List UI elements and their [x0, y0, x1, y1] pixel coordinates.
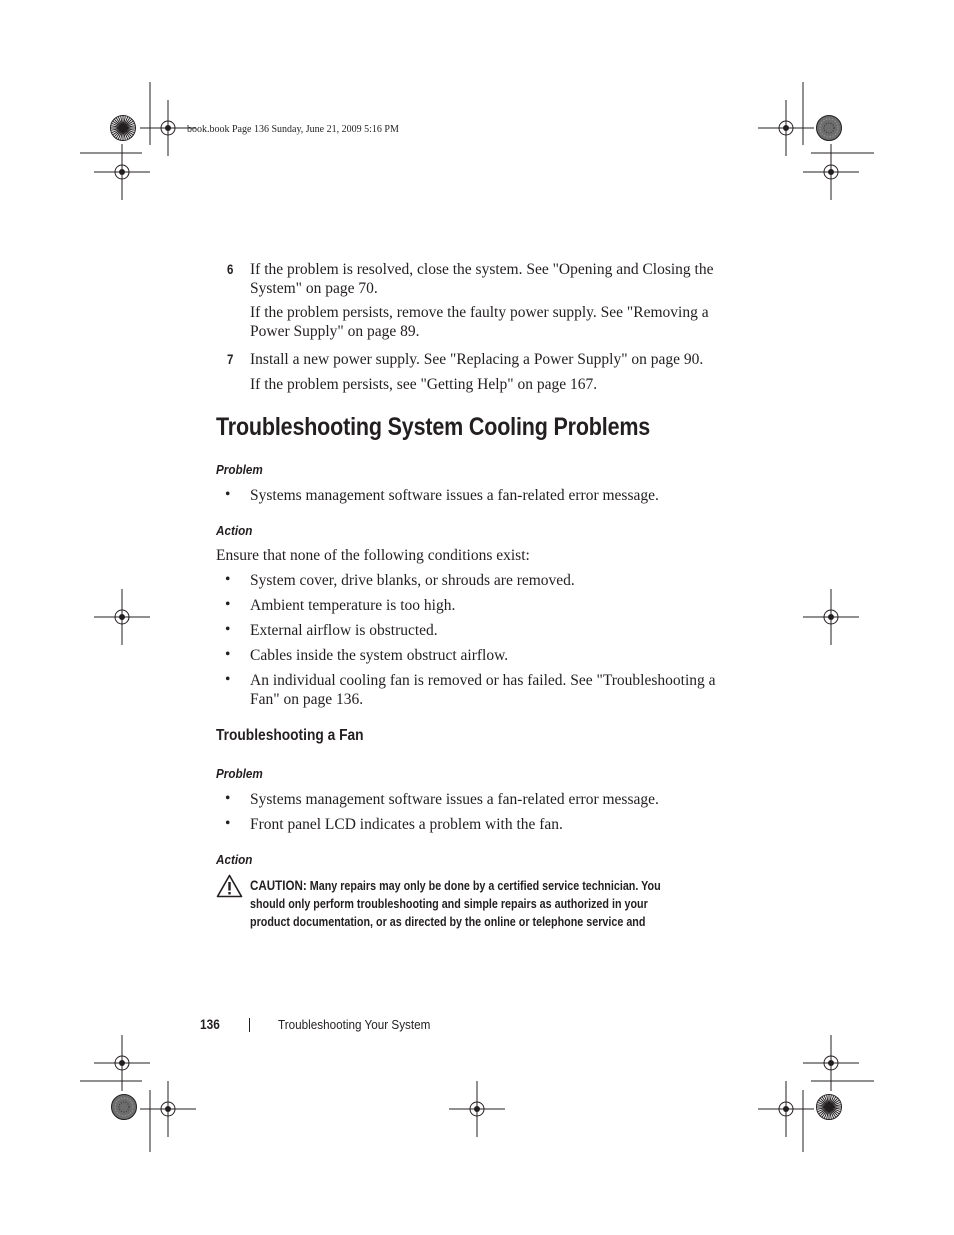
condition-item: Ambient temperature is too high.: [250, 597, 456, 614]
condition-fan-line-1: An individual cooling fan is removed or has failed. See "Troubleshooting a: [250, 672, 716, 689]
label-problem: Problem: [216, 462, 263, 477]
fan-problem-item: Front panel LCD indicates a problem with the fan.: [250, 816, 563, 833]
bullet-marker: •: [225, 790, 231, 807]
bullet-marker: •: [225, 596, 231, 613]
caution-line-1-text: Many repairs may only be done by a certified service technician. You: [309, 879, 661, 893]
action-intro: Ensure that none of the following conditions exist:: [216, 547, 530, 564]
caution-notice: [250, 877, 732, 931]
step-7-followup: If the problem persists, see "Getting Help" on page 167.: [250, 376, 598, 393]
caution-lead: CAUTION:: [250, 878, 307, 893]
step-6-followup-line-2: Power Supply" on page 89.: [250, 323, 420, 340]
step-6-line-2: System" on page 70.: [250, 280, 378, 297]
label-problem: Problem: [216, 766, 263, 781]
caution-line-2: should only perform troubleshooting and simple repairs as authorized in your: [250, 897, 648, 911]
bullet-marker: •: [225, 646, 231, 663]
label-action: Action: [216, 852, 253, 867]
heading-troubleshooting-fan: Troubleshooting a Fan: [216, 727, 364, 744]
step-7-text: Install a new power supply. See "Replacing a Power Supply" on page 90.: [250, 351, 704, 368]
chapter-title: Troubleshooting Your System: [278, 1017, 431, 1032]
caution-line-1: [250, 877, 732, 895]
caution-line-3: product documentation, or as directed by the online or telephone service and: [250, 915, 646, 929]
fan-problem-item: Systems management software issues a fan-related error message.: [250, 791, 659, 808]
cooling-problem-item: Systems management software issues a fan-related error message.: [250, 487, 659, 504]
condition-item: Cables inside the system obstruct airflow.: [250, 647, 509, 664]
bullet-marker: •: [225, 571, 231, 588]
condition-item: External airflow is obstructed.: [250, 622, 438, 639]
step-6-text: [250, 260, 730, 298]
bullet-marker: •: [225, 815, 231, 832]
condition-fan-line-2: Fan" on page 136.: [250, 691, 364, 708]
step-6-line-1: If the problem is resolved, close the system. See "Opening and Closing the: [250, 261, 714, 278]
footer-separator: [249, 1018, 250, 1032]
label-action: Action: [216, 523, 253, 538]
step-number-7: 7: [227, 351, 234, 367]
condition-item: System cover, drive blanks, or shrouds are removed.: [250, 572, 575, 589]
heading-cooling-problems: Troubleshooting System Cooling Problems: [216, 413, 651, 441]
step-6-followup: [250, 303, 730, 341]
step-number-6: 6: [227, 261, 234, 277]
step-6-followup-line-1: If the problem persists, remove the faulty power supply. See "Removing a: [250, 304, 709, 321]
bullet-marker: •: [225, 671, 231, 688]
condition-item-fan: [250, 671, 730, 709]
page-number: 136: [200, 1016, 220, 1032]
bullet-marker: •: [225, 486, 231, 503]
bullet-marker: •: [225, 621, 231, 638]
file-slug: book.book Page 136 Sunday, June 21, 2009 5:16 PM: [187, 124, 399, 135]
caution-triangle-icon: [216, 874, 243, 898]
